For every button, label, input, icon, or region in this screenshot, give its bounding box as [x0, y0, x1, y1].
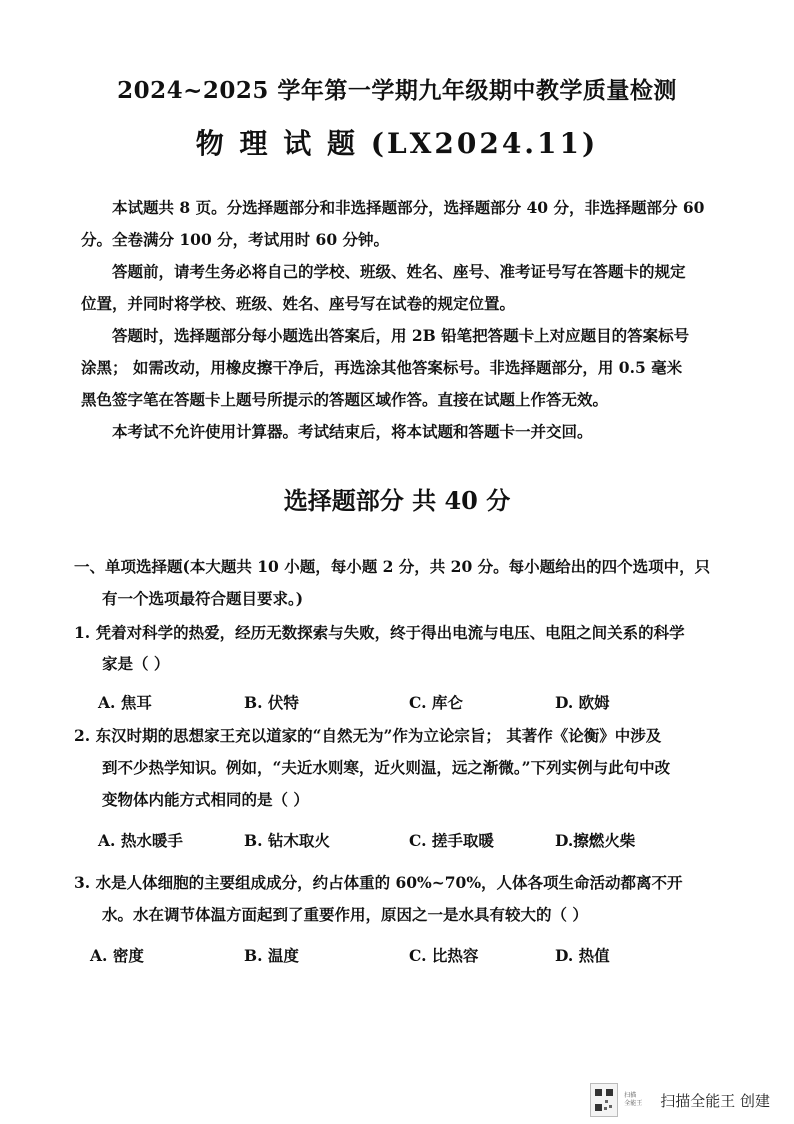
question-text: 到不少热学知识。例如，“夫近水则寒，近火则温，远之渐微。”下列实例与此句中改	[102, 758, 671, 777]
instruction-line: 黑色签字笔在答题卡上题号所提示的答题区域作答。直接在试题上作答无效。	[81, 390, 609, 409]
option-c: C. 库仑	[409, 693, 463, 712]
option-b: B. 钻木取火	[244, 831, 330, 850]
option-d: D. 欧姆	[555, 693, 610, 712]
scanner-logo	[624, 1085, 654, 1115]
instruction-line: 位置，并同时将学校、班级、姓名、座号写在试卷的规定位置。	[81, 294, 516, 313]
question-text: 家是（ ）	[102, 654, 170, 673]
option-a: A. 焦耳	[98, 693, 152, 712]
instruction-line: 本考试不允许使用计算器。考试结束后，将本试题和答题卡一并交回。	[112, 422, 593, 441]
option-a: A. 密度	[90, 946, 144, 965]
section-title: 选择题部分 共 40 分	[283, 486, 511, 515]
option-d: D. 热值	[555, 946, 610, 965]
instruction-line: 分。全卷满分 100 分，考试用时 60 分钟。	[81, 230, 390, 249]
scanner-watermark	[590, 1082, 770, 1118]
option-c: C. 比热容	[409, 946, 479, 965]
brand-line: 全能王	[624, 1100, 643, 1107]
exam-title: 2024~2025 学年第一学期九年级期中教学质量检测	[117, 77, 677, 104]
exam-subtitle: 物 理 试 题 (LX2024.11)	[195, 127, 599, 160]
option-c: C. 搓手取暖	[409, 831, 494, 850]
question-text: 2. 东汉时期的思想家王充以道家的“自然无为”作为立论宗旨； 其著作《论衡》中涉及	[74, 726, 662, 745]
instruction-line: 答题前，请考生务必将自己的学校、班级、姓名、座号、准考证号写在答题卡的规定	[112, 262, 686, 281]
option-b: B. 伏特	[244, 693, 299, 712]
part-heading: 有一个选项最符合题目要求。)	[102, 589, 304, 608]
qr-code-icon	[590, 1083, 618, 1117]
option-d: D.擦燃火柴	[555, 831, 636, 850]
question-text: 1. 凭着对科学的热爱，经历无数探索与失败，终于得出电流与电压、电阻之间关系的科学	[74, 623, 685, 642]
part-heading: 一、单项选择题(本大题共 10 小题，每小题 2 分，共 20 分。每小题给出的四个选项中，只	[74, 557, 711, 576]
instruction-line: 本试题共 8 页。分选择题部分和非选择题部分，选择题部分 40 分，非选择题部分 60	[112, 198, 705, 217]
question-text: 变物体内能方式相同的是（ ）	[102, 790, 309, 809]
instruction-line: 涂黑； 如需改动，用橡皮擦干净后，再选涂其他答案标号。非选择题部分，用 0.5 毫米	[81, 358, 683, 377]
question-text: 3. 水是人体细胞的主要组成成分，约占体重的 60%~70%，人体各项生命活动都离不开	[74, 873, 683, 892]
watermark-text: 扫描全能王 创建	[660, 1091, 770, 1110]
instruction-line: 答题时，选择题部分每小题选出答案后，用 2B 铅笔把答题卡上对应题目的答案标号	[112, 326, 690, 345]
option-b: B. 温度	[244, 946, 299, 965]
option-a: A. 热水暖手	[98, 831, 183, 850]
question-text: 水。水在调节体温方面起到了重要作用，原因之一是水具有较大的（ ）	[102, 905, 588, 924]
brand-line: 扫描	[624, 1092, 637, 1099]
